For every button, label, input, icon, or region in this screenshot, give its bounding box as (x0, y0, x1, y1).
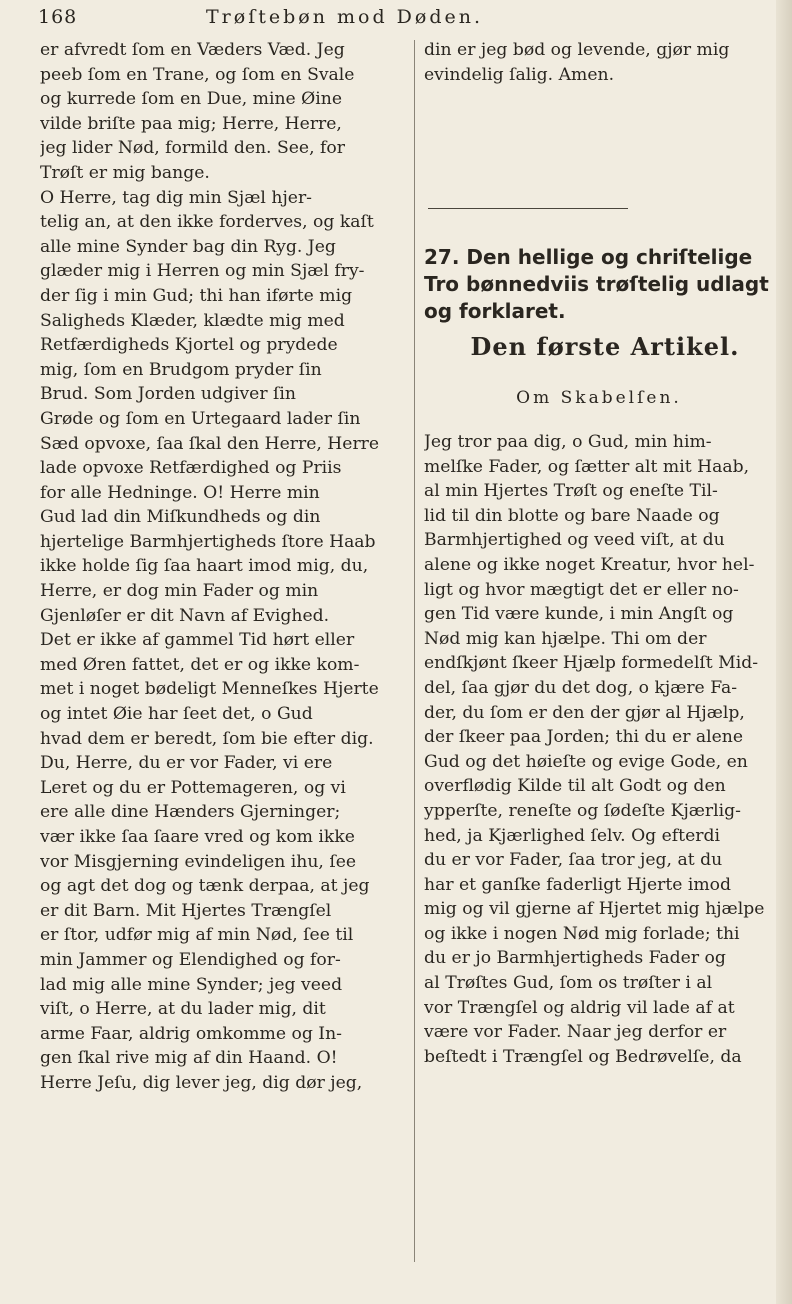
right-column-body (424, 430, 772, 1069)
text-line: med Øren fattet, det er og ikke kom- (40, 654, 360, 675)
column-divider (414, 40, 415, 1262)
text-line: del, ſaa gjør du det dog, o kjære Fa- (424, 677, 738, 698)
text-line: Herre, er dog min Fader og min (40, 581, 319, 602)
text-line: min Jammer og Elendighed og for- (40, 949, 341, 970)
text-line: Gjenløſer er dit Navn af Evighed. (40, 605, 330, 626)
text-line: og kurrede ſom en Due, mine Øine (40, 89, 342, 110)
text-line: Nød mig kan hjælpe. Thi om der (424, 628, 707, 649)
text-line: lid til din blotte og bare Naade og (424, 505, 720, 526)
text-line: Retfærdigheds Kjortel og prydede (40, 335, 338, 356)
text-line: Jeg tror paa dig, o Gud, min him- (424, 432, 712, 452)
text-line: al min Hjertes Trøſt og eneſte Til- (424, 481, 718, 502)
text-line: Grøde og ſom en Urtegaard lader ſin (40, 408, 361, 429)
text-line: Herre Jeſu, dig lever jeg, dig dør jeg, (40, 1072, 363, 1093)
page-edge (776, 0, 792, 1304)
text-line: for alle Hedninge. O! Herre min (40, 482, 320, 503)
text-line: din er jeg bød og levende, gjør mig (424, 40, 730, 60)
text-line: ypperſte, reneſte og ſødeſte Kjærlig- (424, 800, 741, 821)
text-line: gen Tid være kunde, i min Angſt og (424, 604, 734, 625)
section-title-line: Tro bønnedviis trøſtelig udlagt (424, 272, 769, 296)
text-line: og intet Øie har ſeet det, o Gud (40, 704, 313, 725)
text-line: Sæd opvoxe, ſaa ſkal den Herre, Herre (40, 433, 380, 454)
text-line: og ikke i nogen Nød mig forlade; thi (424, 923, 740, 944)
text-line: viſt, o Herre, at du lader mig, dit (40, 999, 326, 1020)
text-line: lade opvoxe Retfærdighed og Priis (40, 458, 342, 479)
right-column-top (424, 38, 772, 87)
section-title-line: og forklaret. (424, 299, 566, 323)
left-column (40, 38, 410, 1096)
text-line: alle mine Synder bag din Ryg. Jeg (40, 236, 336, 257)
text-line: ligt og hvor mægtigt det er eller no- (424, 579, 739, 600)
text-line: ere alle dine Hænders Gjerninger; (40, 802, 341, 823)
text-line: og agt det dog og tænk derpaa, at jeg (40, 876, 370, 897)
text-line: Brud. Som Jorden udgiver ſin (40, 384, 296, 405)
text-line: peeb ſom en Trane, og ſom en Svale (40, 64, 355, 85)
text-line: Barmhjertighed og veed viſt, at du (424, 530, 725, 551)
section-subtitle: Om Skabelſen. (516, 388, 682, 408)
text-line: mig og vil gjerne af Hjertet mig hjælpe (424, 899, 765, 920)
text-line: der ſkeer paa Jorden; thi du er alene (424, 727, 744, 748)
text-line: vær ikke ſaa ſaare vred og kom ikke (40, 827, 355, 847)
text-line: være vor Fader. Naar jeg derfor er (424, 1022, 727, 1043)
text-line: O Herre, tag dig min Sjæl hjer- (40, 187, 312, 208)
page-number: 168 (38, 6, 78, 28)
text-line: Det er ikke af gammel Tid hørt eller (40, 630, 355, 651)
text-line: jeg lider Nød, formild den. See, for (40, 138, 345, 159)
text-line: evindelig ſalig. Amen. (424, 64, 615, 85)
text-line: endſkjønt ſkeer Hjælp formedelſt Mid- (424, 653, 759, 674)
text-line: alene og ikke noget Kreatur, hvor hel- (424, 554, 755, 575)
text-line: Gud lad din Miſkundheds og din (40, 507, 321, 528)
text-line: gen ſkal rive mig af din Haand. O! (40, 1048, 338, 1069)
text-line: ikke holde ſig ſaa haart imod mig, du, (40, 556, 369, 577)
text-line: er afvredt ſom en Væders Væd. Jeg (40, 40, 345, 60)
text-line: Leret og du er Pottemageren, og vi (40, 777, 346, 798)
section-rule (428, 208, 628, 209)
text-line: al Trøſtes Gud, ſom os trøſter i al (424, 973, 713, 994)
text-line: Gud og det høieſte og evige Gode, en (424, 751, 748, 772)
text-line: hvad dem er beredt, ſom bie efter dig. (40, 728, 374, 749)
section-title (424, 244, 774, 325)
text-line: vilde briſte paa mig; Herre, Herre, (40, 113, 342, 134)
text-line: melſke Fader, og ſætter alt mit Haab, (424, 456, 750, 477)
text-line: er ſtor, udfør mig af min Nød, ſee til (40, 925, 354, 946)
text-line: met i noget bødeligt Menneſkes Hjerte (40, 679, 379, 700)
running-title: Trøſtebøn mod Døden. (206, 6, 483, 28)
text-line: glæder mig i Herren og min Sjæl fry- (40, 261, 365, 282)
text-line: du er vor Fader, ſaa tror jeg, at du (424, 850, 723, 871)
text-line: Du, Herre, du er vor Fader, vi ere (40, 753, 333, 774)
section-title-line: 27. Den hellige og chriſtelige (424, 245, 753, 269)
text-line: overflødig Kilde til alt Godt og den (424, 776, 726, 797)
page-header (38, 4, 758, 32)
text-line: Saligheds Klæder, klædte mig med (40, 310, 345, 331)
text-line: arme Faar, aldrig omkomme og In- (40, 1023, 342, 1044)
text-line: hed, ja Kjærlighed ſelv. Og efterdi (424, 825, 720, 846)
text-line: lad mig alle mine Synder; jeg veed (40, 974, 343, 995)
text-line: hjertelige Barmhjertigheds ſtore Haab (40, 531, 376, 552)
article-heading: Den første Artikel. (470, 332, 740, 361)
text-line: telig an, at den ikke forderves, og kaſt (40, 212, 374, 233)
text-line: vor Misgjerning evindeligen ihu, ſee (40, 851, 357, 872)
text-line: Trøſt er mig bange. (40, 162, 210, 183)
text-line: du er jo Barmhjertigheds Fader og (424, 948, 726, 969)
text-line: mig, ſom en Brudgom pryder ſin (40, 359, 322, 380)
text-line: der, du ſom er den der gjør al Hjælp, (424, 702, 745, 723)
text-line: har et ganſke faderligt Hjerte imod (424, 874, 732, 895)
text-line: er dit Barn. Mit Hjertes Trængſel (40, 900, 332, 921)
text-line: der ſig i min Gud; thi han iførte mig (40, 285, 353, 306)
text-line: beſtedt i Trængſel og Bedrøvelſe, da (424, 1046, 742, 1067)
text-line: vor Trængſel og aldrig vil lade af at (424, 997, 735, 1018)
